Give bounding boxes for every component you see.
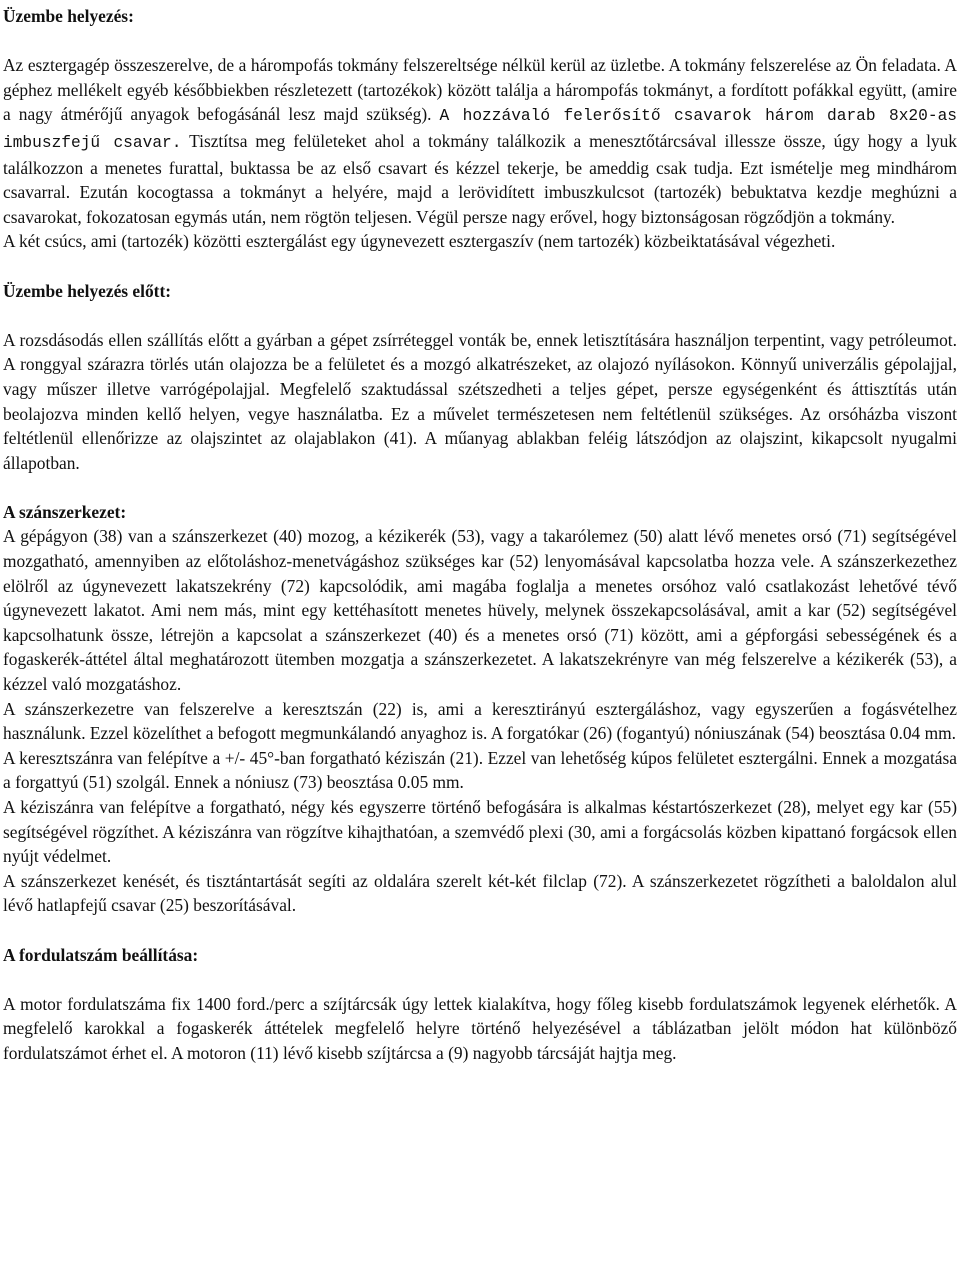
- paragraph-rozsdasodas: A rozsdásodás ellen szállítás előtt a gyárban a gépet zsírréteggel vonták be, ennek letisztítására használjon terpentint, vagy petróleumot. A ronggyal szárazra törlés után olajozza be a felületet és a mozgó alkatrészeket, az olajozó nyílásokon. Könnyű univerzális gépolajjal, vagy műszer illetve varrógépolajjal. Megfelelő szaktudással szétszedheti a teljes gépet, persze egységenként és áttisztítás után beolajozva minden kellő helyen, vegye használatba. Ez a művelet természetesen nem feltétlenül szükséges. Az orsóházba viszont feltétlenül ellenőrizze az olajszintet az olajablakon (41). A műanyag ablakban feléig látszódjon az olajszint, kikapcsolt nyugalmi állapotban.: [3, 329, 957, 473]
- paragraph-text: Az esztergagép összeszerelve, de a hárompofás tokmány felszereltsége nélkül kerül az üzletbe. A tokmány felszerelése az Ön feladata. A géphez mellékelt egyéb későbbiekben részletezett (tartozékok) között találja a hárompofás tokmányt, a fordított pofákkal együtt, (amire a nagy átmérőjű anyagok befogásánál lesz majd szükség).: [3, 55, 957, 125]
- spacer: [3, 918, 957, 943]
- spacer: [3, 254, 957, 279]
- spacer: [3, 303, 957, 328]
- paragraph-szanszerkezet-5: A szánszerkezet kenését, és tisztántartását segíti az oldalára szerelt két-két filclap (72). A szánszerkezetet rögzítheti a baloldalon alul lévő hatlapfejű csavar (25) beszorításával.: [3, 870, 957, 916]
- spacer: [3, 29, 957, 54]
- heading-szanszerkezet: A szánszerkezet:: [3, 501, 127, 522]
- paragraph-szanszerkezet-2: A szánszerkezetre van felszerelve a keresztszán (22) is, ami a keresztirányú esztergáláshoz, vagy egyszerűen a fogásvételhez használunk. Ezzel közelíthet a befogott megmunkálandó anyaghoz is. A forgatókar (26) (fogantyú) nóniuszának (54) beosztása 0.04 mm.: [3, 698, 957, 744]
- paragraph-fordulatszam: A motor fordulatszáma fix 1400 ford./perc a szíjtárcsák úgy lettek kialakítva, hogy főleg kisebb fordulatszámok legyenek elérhetők. A megfelelő karokkal a fogaskerék áttételek megfelelő helyre történő helyezésével a táblázatban jelölt módon hat különböző fordulatszámot érhet el. A motoron (11) lévő kisebb szíjtárcsa a (9) nagyobb tárcsáját hajtja meg.: [3, 993, 957, 1063]
- heading-fordulatszam: A fordulatszám beállítása:: [3, 944, 199, 965]
- spacer: [3, 475, 957, 500]
- paragraph-esztergaszív: A két csúcs, ami (tartozék) közötti esztergálást egy úgynevezett esztergaszív (nem tartozék) közbeiktatásával végezheti.: [3, 231, 836, 252]
- paragraph-tokmany-felszereles: [3, 53, 957, 229]
- heading-uzembe-helyezes-elott: Üzembe helyezés előtt:: [3, 280, 172, 301]
- heading-uzembe-helyezes: Üzembe helyezés:: [3, 6, 134, 26]
- paragraph-szanszerkezet-1: A gépágyon (38) van a szánszerkezet (40) mozog, a kézikerék (53), vagy a takarólemez (50) alatt lévő menetes orsó (71) segítségével mozgatható, amennyiben az előtoláshoz-menetvágáshoz szükséges kar (52) lenyomásával kapcsolatba hozza vele. A szánszerkezethez elölről az úgynevezett lakatszekrény (72) kapcsolódik, ami magába foglalja a menetes orsóhoz való csatlakozást lehetővé tévő úgynevezett lakatot. Ami nem más, mint egy kettéhasított menetes hüvely, melynek összekapcsolásával, amit a kar (52) segítségével kapcsolhatunk össze, létrejön a kapcsolat a szánszerkezet (40) és a menetes orsó (71) között, ami a gépforgási sebességének és a fogaskerék-áttétel által meghatározott ütemben mozgatja a szánszerkezetet. A lakatszekrényre van még felszerelve a kézikerék (53), a kézzel való mozgatáshoz.: [3, 526, 957, 695]
- paragraph-text: Tisztítsa meg felületeket ahol a tokmány találkozik a menesztőtárcsával illessze össze, úgy hogy a lyuk találkozzon a menetes furattal, buktassa be az első csavart és kézzel tekerje, be ameddig csak tudja. Ezt ismételje meg mindhárom csavarral. Ezután kocogtassa a tokmányt a helyére, majd a lerövidített imbuszkulcsot (tartozék) bebuktatva kezdje meghúzni a csavarokat, fokozatosan egymás után, nem rögtön teljesen. Végül persze nagy erővel, hogy biztonságosan rögződjön a tokmány.: [3, 130, 958, 227]
- paragraph-szanszerkezet-3: A keresztszánra van felépítve a +/- 45°-ban forgatható kéziszán (21). Ezzel van lehetőség kúpos felületet esztergálni. Ennek a mozgatása a forgattyú (51) szolgál. Ennek a nóniusz (73) beosztása 0.05 mm.: [3, 747, 957, 793]
- paragraph-szanszerkezet-4: A kéziszánra van felépítve a forgatható, négy kés egyszerre történő befogására is alkalmas késtartószerkezet (28), melyet egy kar (55) segítségével rögzíthet. A kéziszánra van rögzítve kihajthatóan, a szemvédő plexi (30, ami a forgácsolás közben kipattanó forgácsok ellen nyújt védelmet.: [3, 797, 957, 867]
- paragraph-text-typewriter: A hozzávaló felerősítő csavarok három darab 8x20-as imbuszfejű csavar.: [3, 107, 957, 152]
- spacer: [3, 967, 957, 992]
